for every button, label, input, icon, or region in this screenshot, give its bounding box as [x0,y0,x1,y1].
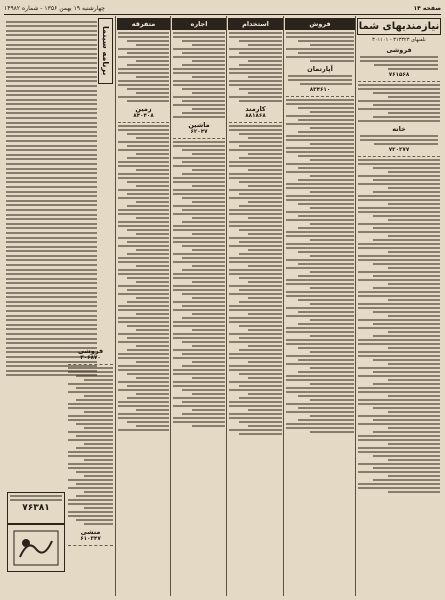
text-block [358,159,440,493]
text-block [173,32,225,118]
text-block [229,32,282,102]
ad-item: منشی ۶۱۰۳۴۷ [68,527,113,546]
column-1 [355,16,442,596]
column-2 [283,16,356,596]
column-4 [170,16,227,596]
ad-item: زمین ۸۴۰۴۰۸ [118,104,169,123]
column-6 [4,16,115,596]
ad-item: کارمند ۸۸۱۸۶۸ [229,104,282,123]
needs-phone: تلفنهای ۳۱۳۳۲۳ - ۳۰۱۱۰۱ [372,37,426,43]
phone-number: ۷۶۳۸۱ [22,503,50,513]
text-block [229,125,282,435]
text-block [68,367,113,525]
ad-item: خانه ۷۲۰۲۷۷ [358,124,440,157]
text-block [118,32,169,102]
ad-item: فروشی ۷۶۱۵۶۸ [358,45,440,82]
ad-item: فروشی ۳۰۶۸۷۰ [68,346,113,365]
program-title: برنامه سینما [98,18,113,84]
needs-title: نیازمندیهای شما [357,18,441,35]
page-number: صفحه ۱۴ [413,4,441,12]
issue-line: چهارشنبه ۱۹ بهمن ۱۳۵۶ - شماره ۱۴۹۸۲ [4,4,106,12]
text-block [118,125,169,431]
section-header: اجاره [172,18,226,30]
logo-icon [12,529,60,567]
masthead [4,2,441,15]
logo-image [7,524,65,572]
program-list [6,18,97,379]
column-5 [115,16,171,596]
section-header: متفرقه [117,18,170,30]
text-block [173,141,225,427]
text-block [286,32,354,62]
text-block [358,84,440,122]
ad-item: ماشین ۶۲۰۴۷ [173,120,225,139]
column-3 [226,16,284,596]
ad-item: آپارتمان ۸۳۴۶۱۰ [286,64,354,97]
phone-box [7,492,65,524]
text-block [286,99,354,433]
section-header: استخدام [228,18,283,30]
section-header: فروش [285,18,355,30]
